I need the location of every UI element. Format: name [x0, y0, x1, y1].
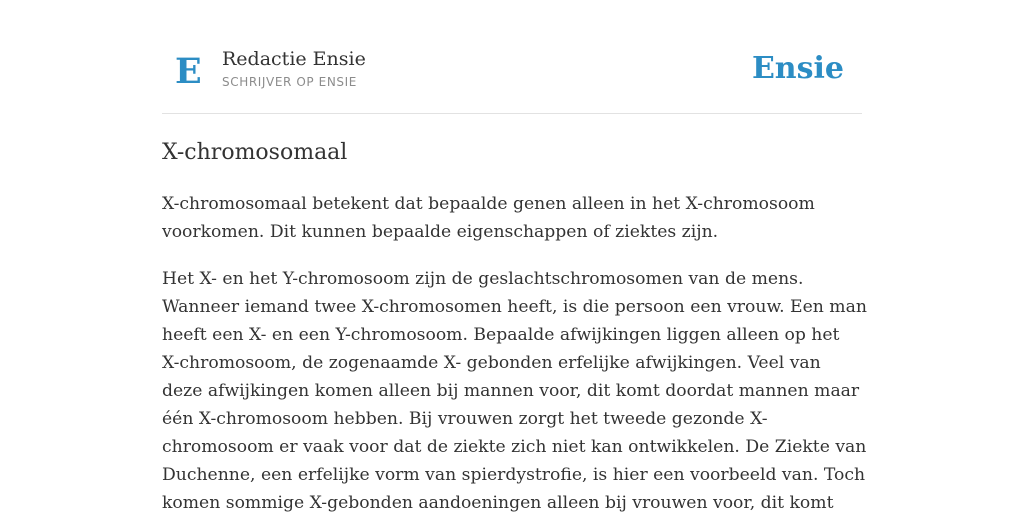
author-role: SCHRIJVER OP ENSIE	[222, 75, 357, 89]
text-line: komen sommige X-gebonden aandoeningen alleen bij vrouwen voor, dit komt	[162, 493, 834, 512]
text-line: Duchenne, een erfelijke vorm van spierdystrofie, is hier een voorbeeld van. Toch	[162, 465, 866, 485]
text-line: Het X- en het Y-chromosoom zijn de geslachtschromosomen van de mens.	[162, 269, 804, 289]
text-line: Wanneer iemand twee X-chromosomen heeft, is die persoon een vrouw. Een man	[162, 297, 867, 317]
paragraph-definition	[162, 190, 874, 246]
text-line: X-chromosoom, de zogenaamde X- gebonden erfelijke afwijkingen. Veel van	[162, 353, 821, 373]
text-line: X-chromosomaal betekent dat bepaalde genen alleen in het X-chromosoom	[162, 194, 815, 214]
ensie-logo-mark[interactable]: E	[175, 51, 202, 92]
article-body	[162, 190, 874, 512]
article-header	[162, 38, 862, 114]
text-line: voorkomen. Dit kunnen bepaalde eigenschappen of ziektes zijn.	[162, 222, 719, 242]
article-title: X-chromosomaal	[162, 140, 348, 165]
text-line: heeft een X- en een Y-chromosoom. Bepaalde afwijkingen liggen alleen op het	[162, 325, 840, 345]
paragraph-explanation	[162, 265, 874, 512]
author-name[interactable]: Redactie Ensie	[222, 48, 366, 70]
ensie-brand-logo[interactable]: Ensie	[751, 51, 844, 86]
text-line: één X-chromosoom hebben. Bij vrouwen zorgt het tweede gezonde X-	[162, 409, 768, 429]
text-line: deze afwijkingen komen alleen bij mannen voor, dit komt doordat mannen maar	[162, 381, 860, 401]
text-line: chromosoom er vaak voor dat de ziekte zich niet kan ontwikkelen. De Ziekte van	[162, 437, 867, 457]
